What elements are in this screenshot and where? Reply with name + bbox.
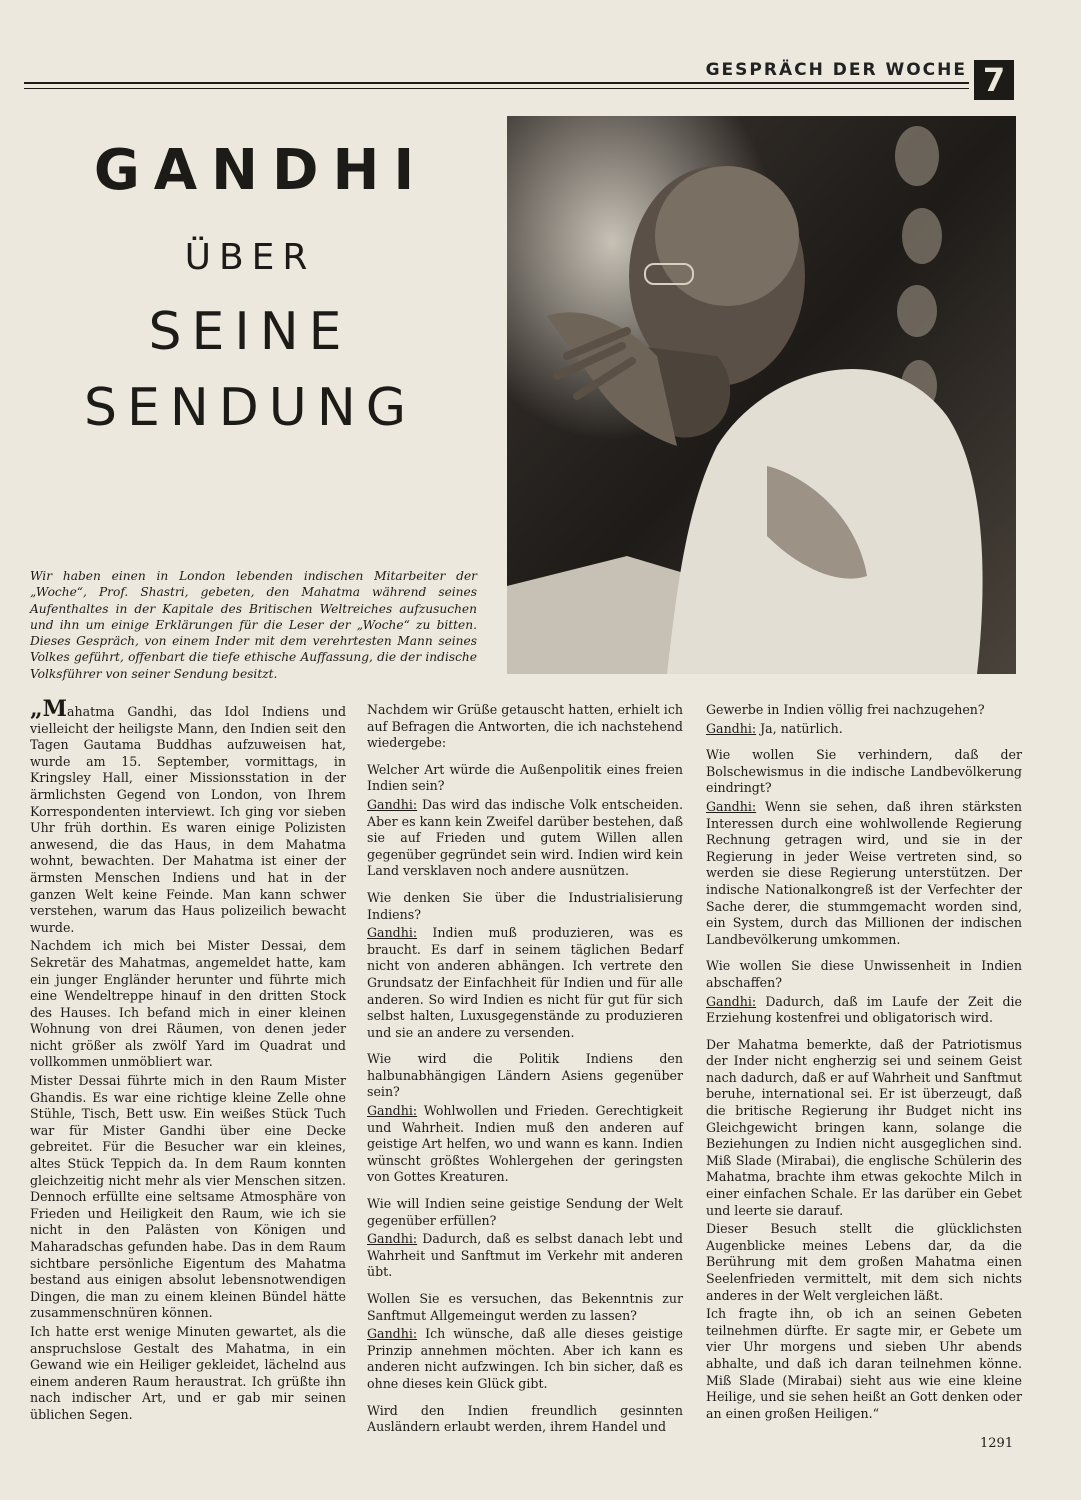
answer — [367, 1326, 683, 1392]
answer-text: Ja, natürlich. — [756, 720, 843, 736]
paragraph: Nachdem wir Grüße getauscht hatten, erhielt ich auf Befragen die Antworten, die ich nachstehend wiedergebe: — [367, 702, 683, 751]
answer — [706, 799, 1022, 948]
drop-cap: „M — [30, 696, 68, 722]
answer — [367, 797, 683, 880]
question: Wie wollen Sie diese Unwissenheit in Indien abschaffen? — [706, 958, 1022, 990]
answer — [706, 994, 1022, 1027]
paragraph: Nachdem ich mich bei Mister Dessai, dem Sekretär des Mahatmas, angemeldet hatte, kam ein junger Engländer herunter und führte mich eine Wendeltreppe hinauf in den dritten Stock des Hauses. Ich befand mich in einer kleinen Wohnung von drei Räumen, von denen jeder nicht größer als zwölf Yard im Quadrat und vollkommen unmöbliert war. — [30, 938, 346, 1070]
paragraph: Ich hatte erst wenige Minuten gewartet, als die anspruchslose Gestalt des Mahatma, in ein Gewand wie ein Heiliger gekleidet, lächelnd aus einem anderen Raum heraustrat. Ich grüßte ihn nach indischer Art, und er gab mir seinen üblichen Segen. — [30, 1323, 346, 1422]
page-number: 1291 — [980, 1436, 1014, 1451]
article-column-1 — [30, 696, 346, 1424]
question: Wie will Indien seine geistige Sendung der Welt gegenüber erfüllen? — [367, 1196, 683, 1228]
section-number: 7 — [974, 60, 1014, 100]
article-column-2 — [367, 702, 683, 1436]
answer-text: Indien muß produzieren, was es braucht. Es darf in seinem täglichen Bedarf nicht von anderen abhängen. Ich vertrete den Grundsatz der Einfachheit für Indien und für alle anderen. So wird Indien es nicht für gut für sich selbst halten, Luxusgegenstände zu produzieren und sie an andere zu versenden. — [367, 925, 683, 1040]
question-continued: Gewerbe in Indien völlig frei nachzugehen? — [706, 702, 985, 717]
speaker-label: Gandhi: — [367, 1326, 418, 1342]
question: Wollen Sie es versuchen, das Bekenntnis zur Sanftmut Allgemeingut werden zu lassen? — [367, 1291, 683, 1323]
answer-text: Dadurch, daß es selbst danach lebt und Wahrheit und Sanftmut im Verkehr mit anderen übt. — [367, 1231, 683, 1280]
paragraph-text: ahatma Gandhi, das Idol Indiens und vielleicht der heiligste Mann, den Indien seit den Tagen Gautama Buddhas aufzuweisen hat, wurde am 15. September, vormittags, in Kringsley Hall, einer Missionsstation in der ärmlichsten Gegend von London, von Ihrem Korrespondenten interviewt. Ich ging vor sieben Uhr früh dorthin. Es waren einige Polizisten anwesend, die das Haus, in dem Mahatma wohnt, bewachten. Der Mahatma ist einer der ärmsten Menschen Indiens und hat in der ganzen Welt keine Feinde. Man kann schwer verstehen, warum das Haus polizeilich bewacht wurde. — [30, 704, 346, 935]
speaker-label: Gandhi: — [367, 1103, 418, 1119]
speaker-label: Gandhi: — [706, 993, 757, 1009]
answer-text: Wohlwollen und Frieden. Gerechtigkeit und Wahrheit. Indien muß den anderen auf geistige Art helfen, wo und wann es kann. Indien wünscht größtes Wohlergehen der geringsten von Gottes Kreaturen. — [367, 1103, 683, 1185]
paragraph: Dieser Besuch stellt die glücklichsten Augenblicke meines Lebens dar, da die Berührung mit dem großen Mahatma einen Seelenfrieden vermittelt, mit dem sich nichts anderes in der Welt vergleichen läßt. — [706, 1221, 1022, 1303]
question: Wie wird die Politik Indiens den halbunabhängigen Ländern Asiens gegenüber sein? — [367, 1051, 683, 1100]
speaker-label: Gandhi: — [367, 1231, 418, 1247]
headline-line-1: GANDHI — [93, 138, 429, 203]
article-column-3 — [706, 702, 1022, 1422]
headline-line-2: ÜBER — [184, 237, 316, 278]
speaker-label: Gandhi: — [367, 796, 418, 812]
paragraph: Der Mahatma bemerkte, daß der Patriotismus der Inder nicht engherzig sei und seinem Geist nach dadurch, daß er auf Wahrheit und Sanftmut beruhe, international sei. Er ist überzeugt, daß die britische Regierung ihr Budget nicht ins Gleichgewicht bringen kann, solange die Beziehungen zu Indien nicht ausgeglichen sind. Miß Slade (Mirabai), die englische Schülerin des Mahatma, brachte ihm etwas gekochte Milch in einer einfachen Schale. Er las darüber ein Gebet und leerte sie darauf. — [706, 1036, 1022, 1218]
speaker-label: Gandhi: — [706, 720, 757, 736]
speaker-label: Gandhi: — [706, 798, 757, 814]
answer — [367, 1231, 683, 1281]
answer-text: Das wird das indische Volk entscheiden. Aber es kann kein Zweifel darüber bestehen, daß sie auf Frieden und gutem Willen allen gegenüber gegründet sein wird. Indien wird kein Land versklaven noch andere ausnützen. — [367, 796, 683, 879]
intro-text: Wir haben einen in London lebenden indischen Mitarbeiter der „Woche“, Prof. Shastri, gebeten, den Mahatma während seines Aufenthaltes in der Kapitale des Britischen Weltreiches aufzusuchen und ihn um einige Erklärungen für die Leser der „Woche“ zu bitten. Dieses Gespräch, von einem Inder mit dem verehrtesten Mann seines Volkes geführt, offenbart die tiefe ethische Auffassung, die der indische Volksführer von seiner Sendung besitzt. — [30, 569, 477, 681]
speaker-label: Gandhi: — [367, 925, 418, 941]
section-title: GESPRÄCH DER WOCHE — [705, 60, 967, 80]
headline-line-4: SENDUNG — [83, 378, 417, 438]
question: Wird den Indien freundlich gesinnten Ausländern erlaubt werden, ihrem Handel und — [367, 1402, 683, 1435]
paragraph: Ich fragte ihn, ob ich an seinen Gebeten teilnehmen dürfte. Er sagte mir, er Gebete um vier Uhr morgens und sieben Uhr abends abhalte, und daß ich daran teilnehmen könne. Miß Slade (Mirabai) sieht aus wie eine kleine Heilige, und sie sehen heißt an Gott denken oder an einen großen Heiligen.“ — [706, 1306, 1022, 1421]
answer — [367, 1103, 683, 1186]
headline — [30, 138, 470, 438]
answer-text: Wenn sie sehen, daß ihren stärksten Interessen durch eine wohlwollende Regierung Rechnung getragen wird, und sie in der Regierung in jeder Weise vertreten sind, so werden sie diese Regierung unterstützen. Der indische Nationalkongreß ist der Verfechter der Sache derer, die stummgemacht worden sind, ein System, durch das Millionen der indischen Landbevölkerung umkommen. — [706, 798, 1022, 947]
question: Wie denken Sie über die Industrialisierung Indiens? — [367, 889, 683, 922]
paragraph: Mister Dessai führte mich in den Raum Mister Ghandis. Es war eine richtige kleine Zelle ohne Stühle, Tisch, Bett usw. Ein weißes Stück Tuch war für Mister Gandhi über eine Decke gebreitet. Für die Besucher war ein kleines, altes Stück Teppich da. In dem Raum konnten gleichzeitig nicht mehr als vier Menschen sitzen. Dennoch erfüllte eine seltsame Atmosphäre von Frieden und Heiligkeit den Raum, wie ich sie nicht in den Palästen von Königen und Maharadschas gefunden habe. Das in dem Raum sichtbare persönliche Eigentum des Mahatma bestand aus einigen absolut lebensnotwendigen Dingen, die man zu einem kleinen Bündel hätte zusammenschnüren können. — [30, 1073, 346, 1321]
answer — [367, 925, 683, 1041]
answer — [706, 721, 1022, 738]
question: Welcher Art würde die Außenpolitik eines freien Indien sein? — [367, 761, 683, 794]
question: Wie wollen Sie verhindern, daß der Bolschewismus in die indische Landbevölkerung eindringt? — [706, 747, 1022, 796]
paragraph — [30, 696, 346, 936]
header-rule — [24, 82, 969, 89]
headline-line-3: SEINE — [148, 302, 352, 362]
portrait-photo — [507, 116, 1016, 674]
answer-text: Dadurch, daß im Laufe der Zeit die Erziehung kostenfrei und obligatorisch wird. — [706, 993, 1022, 1026]
answer-text: Ich wünsche, daß alle dieses geistige Prinzip annehmen möchten. Aber ich kann es anderen nicht aufzwingen. Ich bin sicher, daß es ohne dieses kein Glück gibt. — [367, 1326, 683, 1391]
